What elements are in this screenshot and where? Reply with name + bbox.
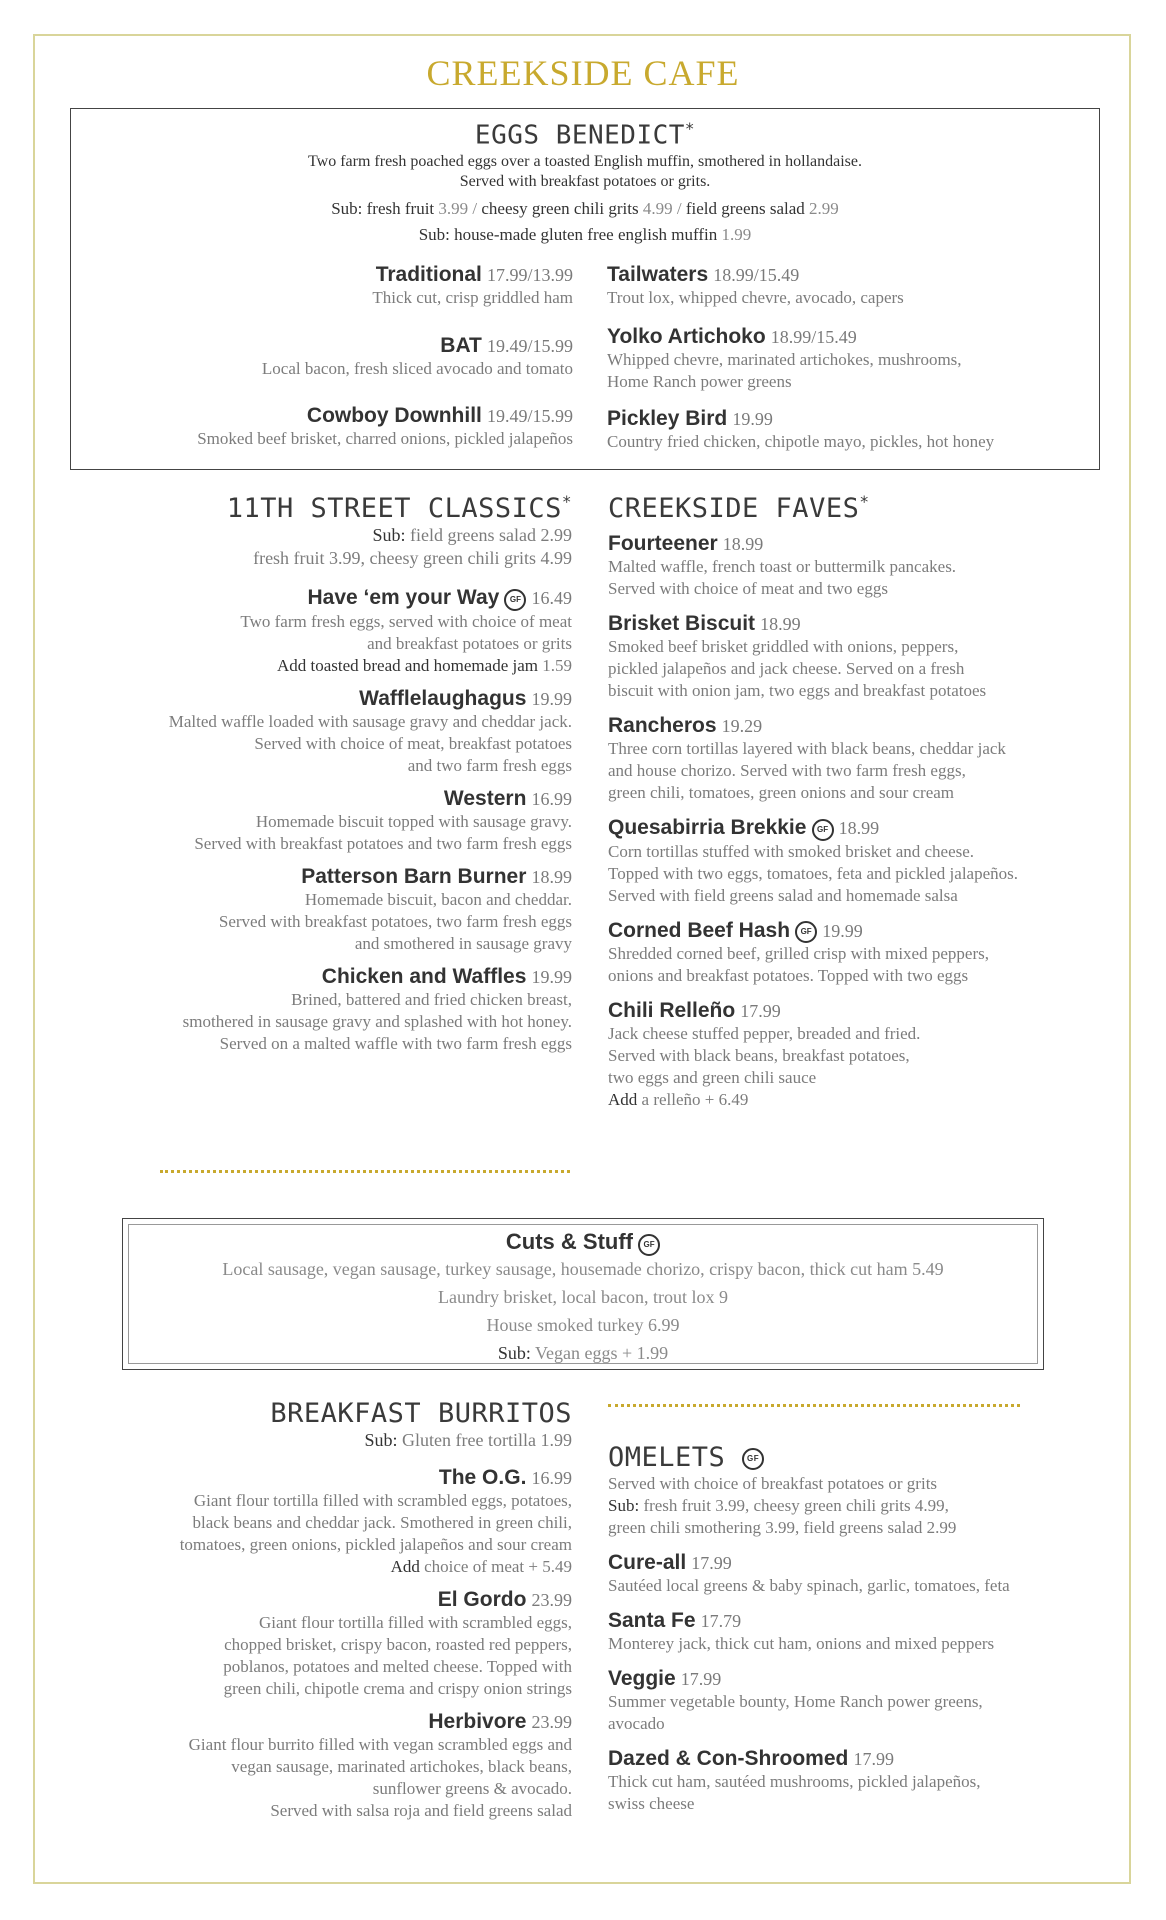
add-on-text: a relleño + 6.49 (641, 1090, 749, 1109)
menu-item (607, 263, 904, 309)
item-name: Chili Relleño (608, 999, 736, 1022)
menu-item (608, 1609, 1118, 1655)
menu-item (372, 263, 573, 309)
sub-item: cheesy green chili grits (481, 199, 639, 218)
item-name: Wafflelaughagus (359, 686, 527, 710)
item-desc: vegan sausage, marinated artichokes, black beans, (231, 1757, 572, 1776)
item-desc: green chili, tomatoes, green onions and sour cream (608, 783, 955, 802)
omelets-desc: Served with choice of breakfast potatoes or grits (608, 1474, 938, 1493)
item-desc: Local bacon, fresh sliced avocado and tomato (261, 359, 573, 378)
cuts-and-stuff-section (122, 1218, 1044, 1370)
sub-price: 3.99 (438, 199, 469, 218)
sub-label: Sub: (331, 199, 363, 218)
item-desc: Homemade biscuit topped with sausage gravy. (255, 811, 572, 831)
item-desc: Served with choice of meat and two eggs (608, 579, 888, 598)
gluten-free-icon: GF (504, 589, 526, 611)
item-desc: Shredded corned beef, grilled crisp with mixed peppers, (608, 944, 989, 963)
menu-item (608, 1551, 1118, 1597)
item-price: 19.49/15.99 (486, 406, 573, 426)
menu-item (608, 1747, 1118, 1815)
menu-item (608, 714, 1118, 804)
item-name: Pickley Bird (607, 407, 728, 430)
item-name: El Gordo (437, 1588, 527, 1611)
cuts-line: Laundry brisket, local bacon, trout lox 9 (438, 1287, 728, 1307)
item-desc: Giant flour burrito filled with vegan scrambled eggs and (188, 1735, 572, 1754)
cafe-title: CREEKSIDE CAFE (426, 53, 740, 93)
item-desc: Malted waffle, french toast or buttermilk pancakes. (608, 557, 957, 576)
section-title-text: OMELETS (608, 1442, 726, 1473)
star-mark: * (561, 492, 572, 511)
item-desc: Home Ranch power greens (607, 372, 792, 391)
item-desc: Served with salsa roja and field greens salad (270, 1801, 572, 1820)
item-desc: Jack cheese stuffed pepper, breaded and fried. (608, 1024, 921, 1043)
sub-text: fresh fruit 3.99, cheesy green chili grits 4.99 (253, 548, 572, 568)
item-price: 18.99/15.49 (770, 327, 857, 347)
item-name: Yolko Artichoko (607, 325, 766, 348)
item-desc: and house chorizo. Served with two farm fresh eggs, (608, 761, 966, 780)
dotted-divider (160, 1170, 570, 1173)
item-price: 17.99 (680, 1669, 722, 1689)
item-desc: Smoked beef brisket griddled with onions, peppers, (608, 637, 959, 656)
item-price: 23.99 (531, 1590, 572, 1610)
item-desc: Smoked beef brisket, charred onions, pickled jalapeños (197, 429, 573, 448)
add-on-text: choice of meat + 5.49 (424, 1557, 572, 1576)
item-desc: Whipped chevre, marinated artichokes, mushrooms, (607, 350, 962, 369)
gluten-free-icon: GF (795, 921, 817, 943)
omelets-title (608, 1442, 1118, 1473)
sub-price: 4.99 (642, 199, 673, 218)
menu-item (60, 787, 572, 855)
cuts-title (123, 1229, 1043, 1256)
separator: / (676, 199, 682, 218)
sub-text: fresh fruit 3.99, cheesy green chili grits 4.99, (643, 1496, 949, 1515)
item-desc: two eggs and green chili sauce (608, 1068, 817, 1087)
item-price: 16.99 (531, 1468, 572, 1488)
section-title-text: 11TH STREET CLASSICS (226, 493, 562, 524)
item-desc: Two farm fresh eggs, served with choice of meat (240, 611, 572, 631)
item-desc: Trout lox, whipped chevre, avocado, capers (607, 288, 904, 307)
item-desc: chopped brisket, crispy bacon, roasted red peppers, (224, 1635, 572, 1654)
menu-item (60, 865, 572, 955)
item-name: Quesabirria Brekkie (608, 816, 807, 839)
item-desc: Sautéed local greens & baby spinach, garlic, tomatoes, feta (608, 1576, 1010, 1595)
item-name: Cowboy Downhill (306, 404, 482, 427)
item-desc: Country fried chicken, chipotle mayo, pickles, hot honey (607, 432, 995, 451)
item-name: Western (443, 786, 527, 810)
menu-item (608, 532, 1118, 600)
item-price: 19.99 (732, 409, 773, 429)
item-desc: biscuit with onion jam, two eggs and breakfast potatoes (608, 681, 987, 700)
item-name: BAT (440, 334, 482, 357)
item-price: 19.49/15.99 (486, 336, 573, 356)
cuts-line: House smoked turkey 6.99 (486, 1315, 680, 1335)
item-desc: green chili, chipotle crema and crispy onion strings (223, 1679, 572, 1698)
item-desc: and breakfast potatoes or grits (367, 633, 572, 653)
star-mark: * (684, 119, 696, 138)
item-desc: Served with breakfast potatoes and two farm fresh eggs (194, 833, 572, 853)
item-name: Dazed & Con-Shroomed (608, 1747, 849, 1770)
faves-title (608, 492, 1118, 524)
sub-label: Sub: (418, 225, 450, 244)
item-price: 17.99 (853, 1749, 894, 1769)
item-desc: Topped with two eggs, tomatoes, feta and pickled jalapeños. (608, 863, 1019, 883)
section-title-text: CREEKSIDE FAVES (608, 493, 860, 524)
burritos-title: BREAKFAST BURRITOS (270, 1398, 572, 1429)
item-desc: smothered in sausage gravy and splashed with hot honey. (182, 1011, 572, 1031)
eggs-benedict-desc: Two farm fresh poached eggs over a toasted English muffin, smothered in hollandaise. (308, 153, 862, 170)
menu-item (60, 1466, 572, 1578)
menu-item (60, 1588, 572, 1700)
menu-item (608, 612, 1118, 702)
item-desc: avocado (608, 1714, 665, 1733)
item-name: Veggie (608, 1667, 676, 1690)
sub-text: green chili smothering 3.99, field greens salad 2.99 (608, 1518, 957, 1537)
item-name: Tailwaters (607, 263, 709, 286)
item-price: 18.99 (531, 866, 572, 887)
item-desc: Corn tortillas stuffed with smoked brisket and cheese. (608, 841, 975, 861)
sub-item: field greens salad (685, 199, 805, 218)
eggs-benedict-sub (71, 225, 1099, 245)
menu-item (608, 999, 1118, 1111)
sub-label: Sub: (497, 1343, 531, 1363)
eggs-benedict-section (70, 108, 1100, 470)
item-desc: swiss cheese (608, 1794, 695, 1813)
menu-item (60, 965, 572, 1055)
item-desc: Served on a malted waffle with two farm fresh eggs (219, 1033, 572, 1053)
item-price: 19.99 (531, 688, 572, 709)
item-desc: Served with breakfast potatoes, two farm fresh eggs (218, 911, 572, 931)
item-price: 17.99/13.99 (486, 265, 573, 285)
item-desc: Served with field greens salad and homemade salsa (608, 885, 958, 905)
menu-item (60, 586, 572, 677)
sub-item: fresh fruit (366, 199, 435, 218)
item-name: Fourteener (608, 532, 718, 555)
sub-text: Gluten free tortilla 1.99 (402, 1430, 572, 1450)
add-on-price: 1.59 (542, 655, 572, 675)
cuts-title-text: Cuts & Stuff (505, 1229, 633, 1254)
star-mark: * (859, 492, 870, 511)
section-title-text: EGGS BENEDICT (474, 120, 685, 151)
menu-item (60, 1710, 572, 1822)
menu-item (608, 1667, 1118, 1735)
item-desc: poblanos, potatoes and melted cheese. Topped with (223, 1657, 572, 1676)
item-price: 19.29 (721, 716, 763, 736)
item-desc: Thick cut, crisp griddled ham (372, 288, 573, 307)
item-desc: and smothered in sausage gravy (354, 933, 572, 953)
item-desc: and two farm fresh eggs (407, 755, 572, 775)
item-price: 18.99 (760, 614, 801, 634)
eggs-benedict-sub (71, 199, 1099, 219)
item-price: 18.99/15.49 (713, 265, 800, 285)
item-desc: sunflower greens & avocado. (372, 1779, 572, 1798)
eggs-benedict-title (71, 119, 1099, 151)
item-price: 17.79 (700, 1611, 742, 1631)
item-name: Cure-all (608, 1551, 687, 1574)
sub-price: 1.99 (721, 225, 752, 244)
gluten-free-icon: GF (638, 1234, 660, 1256)
gluten-free-icon: GF (742, 1448, 764, 1470)
item-price: 18.99 (838, 818, 880, 838)
cuts-line: Local sausage, vegan sausage, turkey sausage, housemade chorizo, crispy bacon, thick cut ham 5.49 (222, 1259, 944, 1279)
item-desc: Monterey jack, thick cut ham, onions and mixed peppers (608, 1634, 995, 1653)
sub-label: Sub: (372, 525, 406, 545)
item-price: 23.99 (531, 1712, 572, 1732)
menu-item (607, 325, 962, 393)
item-name: Have ‘em your Way (307, 586, 500, 609)
dotted-divider (608, 1404, 1020, 1407)
item-name: The O.G. (438, 1466, 527, 1489)
item-desc: Three corn tortillas layered with black beans, cheddar jack (608, 739, 1006, 758)
item-name: Santa Fe (608, 1609, 696, 1632)
item-desc: Giant flour tortilla filled with scrambled eggs, (258, 1613, 572, 1632)
item-desc: Giant flour tortilla filled with scrambled eggs, potatoes, (193, 1491, 572, 1510)
menu-item (197, 404, 573, 450)
item-name: Chicken and Waffles (321, 964, 527, 988)
item-desc: Served with black beans, breakfast potatoes, (608, 1046, 910, 1065)
item-desc: pickled jalapeños and jack cheese. Served on a fresh (608, 659, 965, 678)
separator: / (472, 199, 478, 218)
add-label: Add (608, 1090, 638, 1109)
omelets-section (608, 1442, 1118, 1815)
item-price: 19.99 (822, 920, 863, 941)
sub-item: house-made gluten free english muffin (454, 225, 718, 244)
item-name: Rancheros (608, 714, 717, 737)
item-desc: black beans and cheddar jack. Smothered in green chili, (192, 1513, 572, 1532)
item-desc: Brined, battered and fried chicken breast, (291, 989, 572, 1009)
sub-label: Sub: (608, 1496, 640, 1515)
item-name: Patterson Barn Burner (301, 864, 527, 888)
item-desc: Malted waffle loaded with sausage gravy and cheddar jack. (168, 711, 572, 731)
item-price: 19.99 (531, 966, 572, 987)
item-desc: tomatoes, green onions, pickled jalapeños and sour cream (179, 1535, 572, 1554)
add-label: Add (390, 1557, 420, 1576)
item-price: 17.99 (740, 1001, 781, 1021)
item-price: 18.99 (722, 534, 764, 554)
item-desc: Homemade biscuit, bacon and cheddar. (304, 889, 572, 909)
item-desc: Served with choice of meat, breakfast potatoes (254, 733, 572, 753)
item-name: Corned Beef Hash (608, 918, 791, 942)
burritos-section (60, 1398, 572, 1822)
sub-price: 2.99 (809, 199, 839, 218)
menu-item (608, 816, 1118, 907)
item-desc: onions and breakfast potatoes. Topped with two eggs (608, 966, 969, 985)
menu-item (608, 919, 1118, 988)
classics-title (60, 492, 572, 524)
faves-section (608, 492, 1118, 1111)
eggs-benedict-desc: Served with breakfast potatoes or grits. (459, 173, 711, 190)
sub-label: Sub: (364, 1430, 398, 1450)
item-price: 16.49 (531, 588, 572, 608)
item-price: 16.99 (531, 788, 572, 809)
menu-item (607, 407, 994, 453)
item-name: Brisket Biscuit (608, 612, 756, 635)
item-desc: Thick cut ham, sautéed mushrooms, pickled jalapeños, (608, 1772, 981, 1791)
add-on-text: Add toasted bread and homemade jam (276, 655, 538, 675)
menu-item (262, 334, 573, 380)
classics-section (60, 492, 572, 1055)
sub-text: Vegan eggs + 1.99 (535, 1343, 669, 1363)
sub-text: field greens salad 2.99 (410, 525, 572, 545)
item-name: Traditional (375, 263, 482, 286)
item-desc: Summer vegetable bounty, Home Ranch power greens, (608, 1692, 983, 1711)
menu-item (60, 687, 572, 777)
gluten-free-icon: GF (812, 819, 834, 841)
item-price: 17.99 (691, 1553, 732, 1573)
item-name: Herbivore (428, 1710, 527, 1733)
